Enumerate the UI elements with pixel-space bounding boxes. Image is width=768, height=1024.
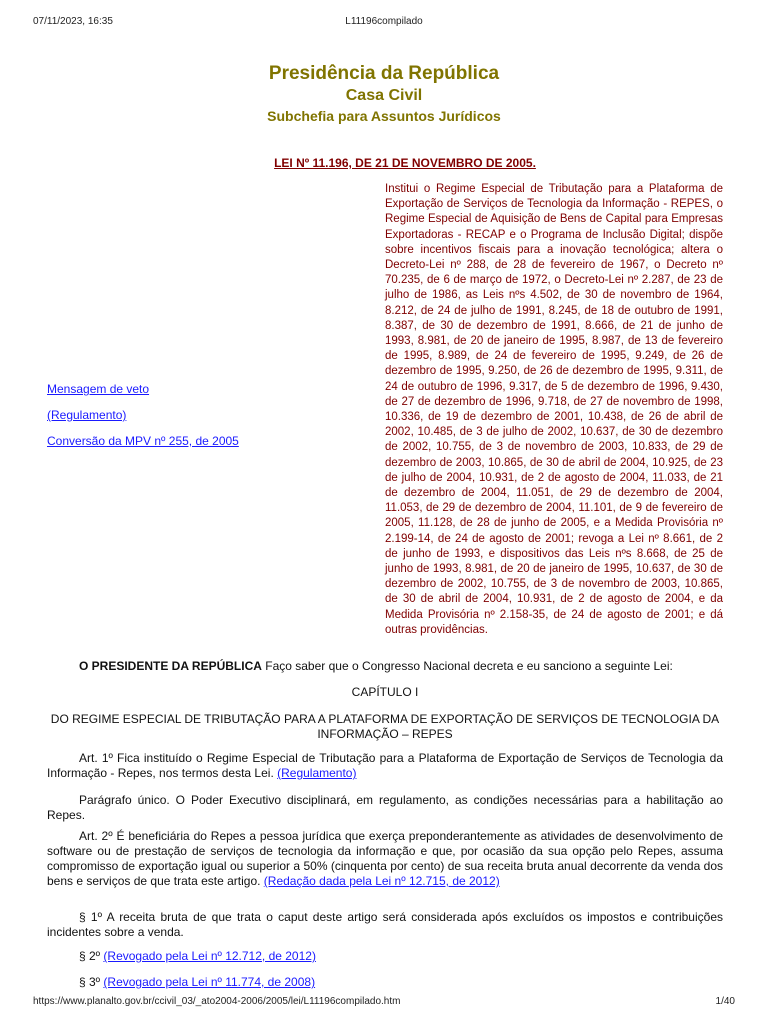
- print-footer: [33, 996, 735, 1010]
- preamble-text: Faço saber que o Congresso Nacional decreta e eu sanciono a seguinte Lei:: [261, 659, 673, 673]
- article-2-redacao-link[interactable]: (Redação dada pela Lei nº 12.715, de 2012): [263, 874, 500, 888]
- masthead-presidencia: Presidência da República: [268, 63, 500, 84]
- paragrafo-unico: Parágrafo único. O Poder Executivo disciplinará, em regulamento, as condições necessárias para a habilitação ao Repes.: [47, 793, 723, 822]
- paragraph-3-revogado-link[interactable]: (Revogado pela Lei nº 11.774, de 2008): [103, 975, 316, 989]
- masthead: [0, 62, 768, 126]
- mensagem-veto-link[interactable]: Mensagem de veto: [47, 382, 150, 396]
- chapter-title: DO REGIME ESPECIAL DE TRIBUTAÇÃO PARA A PLATAFORMA DE EXPORTAÇÃO DE SERVIÇOS DE TECNOLOGIA DA INFORMAÇÃO – REPES: [50, 712, 720, 741]
- masthead-casa-civil: Casa Civil: [345, 87, 423, 104]
- conversao-mpv-link[interactable]: Conversão da MPV nº 255, de 2005: [47, 434, 239, 448]
- side-links: [47, 381, 239, 459]
- article-1: [47, 751, 723, 781]
- chapter-heading: CAPÍTULO I: [351, 685, 419, 699]
- paragraph-3: [47, 975, 723, 990]
- paragraph-2: [47, 949, 723, 964]
- article-2: [47, 829, 723, 889]
- ementa: Institui o Regime Especial de Tributação para a Plataforma de Exportação de Serviços de Tecnologia da Informação - REPES, o Regime Especial de Aquisição de Bens de Capital para Empresas Exportadoras - RECAP e o Programa de Inclusão Digital; dispõe sobre incentivos fiscais para a inovação tecnológica; altera o Decreto-Lei nº 288, de 28 de fevereiro de 1967, o Decreto nº 70.235, de 6 de março de 1972, o Decreto-Lei nº 2.287, de 23 de julho de 1986, as Leis nºs 4.502, de 30 de novembro de 1964, 8.212, de 24 de julho de 1991, 8.245, de 18 de outubro de 1991, 8.387, de 30 de dezembro de 1991, 8.666, de 21 de junho de 1993, 8.981, de 20 de janeiro de 1995, 8.987, de 13 de fevereiro de 1995, 8.989, de 24 de fevereiro de 1995, 9.249, de 26 de dezembro de 1995, 9.250, de 26 de dezembro de 1995, 9.311, de 24 de outubro de 1996, 9.317, de 5 de dezembro de 1996, 9.430, de 27 de dezembro de 1996, 9.718, de 27 de novembro de 1998, 10.336, de 19 de dezembro de 2001, 10.438, de 26 de abril de 2002, 10.485, de 3 de julho de 2002, 10.637, de 30 de dezembro de 2002, 10.755, de 3 de novembro de 2003, 10.833, de 29 de dezembro de 2003, 10.865, de 30 de abril de 2004, 10.925, de 23 de julho de 2004, 10.931, de 2 de agosto de 2004, 11.033, de 21 de dezembro de 2004, 11.051, de 29 de dezembro de 2004, 11.053, de 29 de dezembro de 2004, 11.101, de 9 de fevereiro de 2005, 11.128, de 28 de junho de 2005, e a Medida Provisória nº 2.199-14, de 24 de agosto de 2001; revoga a Lei nº 8.661, de 2 de junho de 1993, e dispositivos das Leis nºs 8.668, de 25 de junho de 1993, 8.981, de 20 de janeiro de 1995, 10.637, de 30 de dezembro de 2002, 10.755, de 3 de novembro de 2003, 10.865, de 30 de abril de 2004, 10.931, de 2 de agosto de 2004, e da Medida Provisória nº 2.158-35, de 24 de agosto de 2001; e dá outras providências.: [385, 183, 723, 636]
- article-1-regulamento-link[interactable]: (Regulamento): [277, 766, 357, 780]
- print-header: [33, 16, 735, 30]
- print-doc-title: L11196compilado: [345, 16, 423, 27]
- preamble: [47, 659, 723, 674]
- print-page-number: 1/40: [715, 996, 735, 1007]
- paragraph-2-revogado-link[interactable]: (Revogado pela Lei nº 12.712, de 2012): [103, 949, 316, 963]
- law-title[interactable]: LEI Nº 11.196, DE 21 DE NOVEMBRO DE 2005.: [274, 156, 536, 170]
- preamble-bold: O PRESIDENTE DA REPÚBLICA: [79, 659, 262, 673]
- article-2-text: Art. 2º É beneficiária do Repes a pessoa jurídica que exerça preponderantemente as atividades de desenvolvimento de software ou de prestação de serviços de tecnologia da informação e que, por ocasião da sua opção pelo Repes, assuma compromisso de exportação igual ou superior a 50% (cinquenta por cento) de sua receita bruta anual decorrente da venda dos bens e serviços de que trata este artigo.: [47, 829, 723, 888]
- masthead-subchefia: Subchefia para Assuntos Jurídicos: [267, 108, 501, 124]
- print-datetime: 07/11/2023, 16:35: [33, 16, 113, 27]
- regulamento-link[interactable]: (Regulamento): [47, 408, 127, 422]
- paragraph-1: § 1º A receita bruta de que trata o caput deste artigo será considerada após excluídos os impostos e contribuições incidentes sobre a venda.: [47, 910, 723, 939]
- print-url: https://www.planalto.gov.br/ccivil_03/_ato2004-2006/2005/lei/L11196compilado.htm: [33, 996, 401, 1007]
- paragraph-3-label: § 3º: [79, 975, 104, 989]
- paragraph-2-label: § 2º: [79, 949, 104, 963]
- article-1-text: Art. 1º Fica instituído o Regime Especial de Tributação para a Plataforma de Exportação de Serviços de Tecnologia da Informação - Repes, nos termos desta Lei.: [47, 751, 723, 780]
